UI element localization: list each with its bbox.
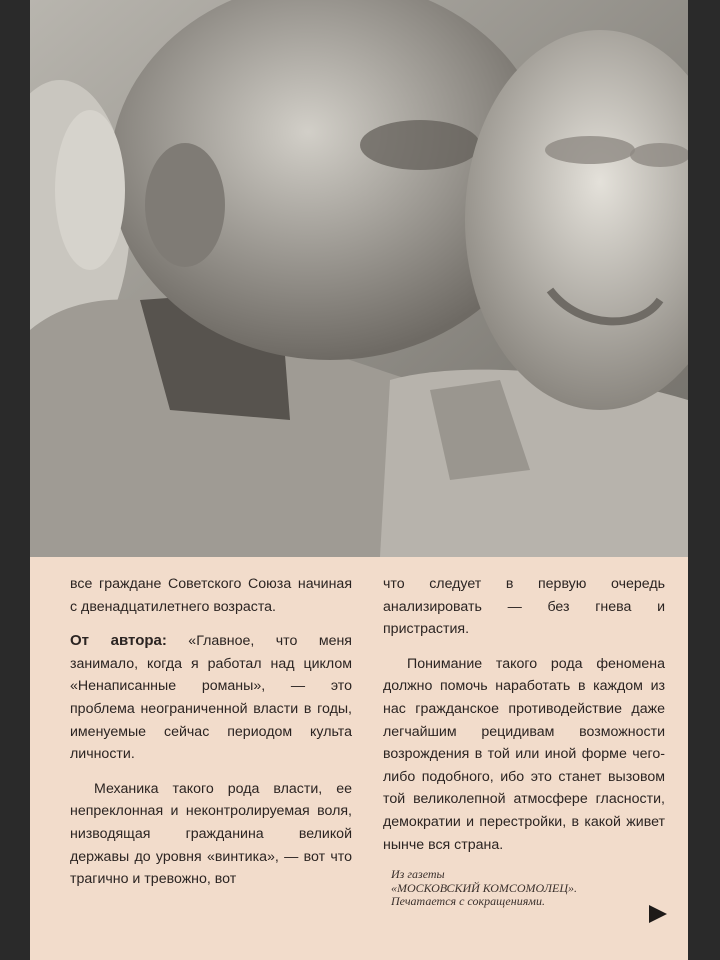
photo-illustration bbox=[30, 0, 688, 557]
author-quote: «Главное, что меня занимало, когда я работал над циклом «Ненаписанные романы», — это проблема неограниченной власти в годы, именуемые сейчас периодом культа личности. bbox=[70, 633, 352, 763]
magazine-page bbox=[30, 0, 688, 960]
paragraph: все граждане Советского Союза начиная с двенадцатилетнего возраста. bbox=[70, 576, 352, 615]
paragraph: что следует в первую очередь анализировать — без гнева и пристрастия. bbox=[383, 576, 665, 638]
author-paragraph bbox=[70, 630, 352, 766]
right-text-column bbox=[383, 573, 665, 909]
source-note: Печатается с сокращениями. bbox=[391, 894, 545, 909]
source-line: Из газеты bbox=[391, 867, 445, 882]
left-text-column bbox=[70, 573, 352, 903]
author-label: От автора: bbox=[70, 632, 167, 650]
source-credit bbox=[383, 868, 665, 909]
paragraph: Понимание такого рода феномена должно помочь наработать в каждом из нас гражданское противодействие даже легчайшим рецидивам возможности возрождения в той или иной форме чего-либо подобного, ибо это станет вызовом той великолепной атмосфере гласности, демократии и перестройки, в какой живет нынче вся страна. bbox=[383, 655, 665, 853]
photo-two-men-embracing bbox=[30, 0, 688, 557]
paragraph: Механика такого рода власти, ее непреклонная и неконтролируемая воля, низводящая гражданина великой державы до уровня «винтика», — вот что трагично и тревожно, вот bbox=[70, 780, 352, 888]
source-newspaper: «МОСКОВСКИЙ КОМСОМОЛЕЦ». bbox=[391, 880, 578, 895]
triangle-right-icon[interactable] bbox=[647, 903, 669, 925]
